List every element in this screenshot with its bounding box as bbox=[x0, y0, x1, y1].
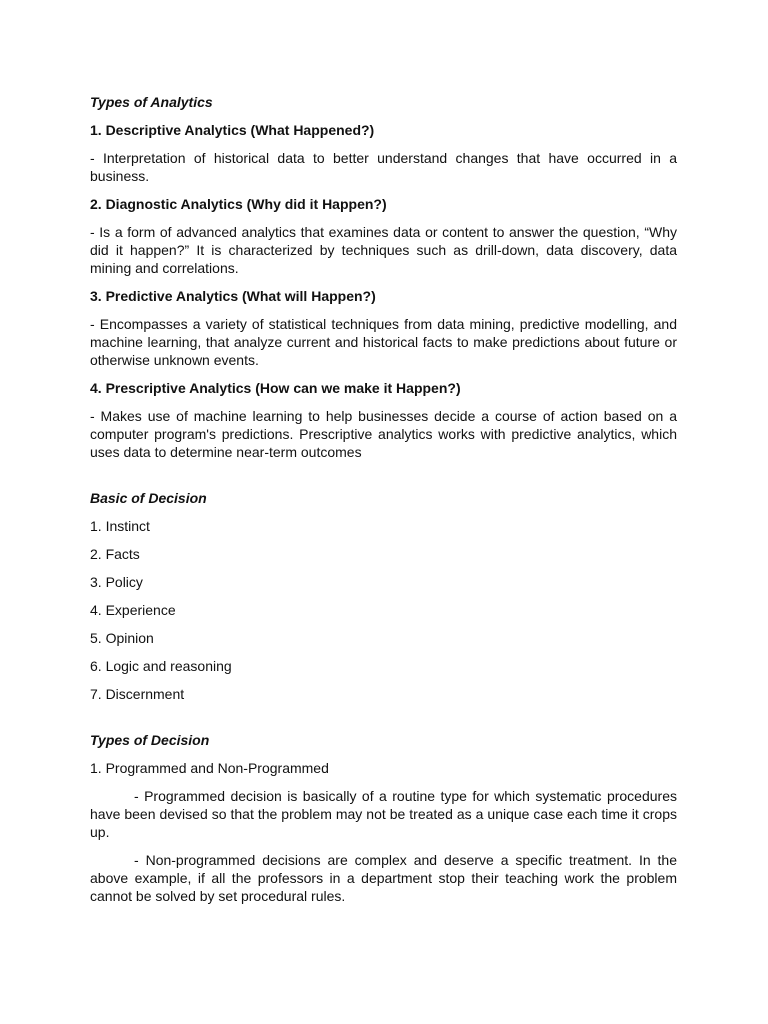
list-item: 6. Logic and reasoning bbox=[90, 658, 232, 674]
list-item: 5. Opinion bbox=[90, 630, 154, 646]
list-item: 1. Instinct bbox=[90, 518, 150, 534]
analytics-text-descriptive: - Interpretation of historical data to better understand changes that have occurred in a business. bbox=[90, 150, 677, 184]
section-title-analytics: Types of Analytics bbox=[90, 94, 213, 110]
decision-paragraph-non-programmed: - Non-programmed decisions are complex and deserve a specific treatment. In the above example, if all the professors in a department stop their teaching work the problem cannot be solved by set procedural rules. bbox=[90, 852, 677, 904]
section-title-decision-types: Types of Decision bbox=[90, 732, 210, 748]
analytics-heading-diagnostic: 2. Diagnostic Analytics (Why did it Happen?) bbox=[90, 196, 387, 212]
analytics-heading-descriptive: 1. Descriptive Analytics (What Happened?) bbox=[90, 122, 375, 138]
analytics-heading-prescriptive: 4. Prescriptive Analytics (How can we make it Happen?) bbox=[90, 380, 461, 396]
section-title-decision-basis: Basic of Decision bbox=[90, 490, 207, 506]
analytics-text-predictive: - Encompasses a variety of statistical techniques from data mining, predictive modelling, and machine learning, that analyze current and historical facts to make predictions about future or otherwise unknown events. bbox=[90, 316, 677, 368]
list-item: 4. Experience bbox=[90, 602, 176, 618]
list-item: 7. Discernment bbox=[90, 686, 185, 702]
analytics-text-diagnostic: - Is a form of advanced analytics that examines data or content to answer the question, “Why did it happen?” It is characterized by techniques such as drill-down, data discovery, data mining and correlations. bbox=[90, 224, 677, 276]
list-item: 2. Facts bbox=[90, 546, 140, 562]
analytics-heading-predictive: 3. Predictive Analytics (What will Happen?) bbox=[90, 288, 376, 304]
document-body bbox=[90, 93, 677, 905]
analytics-text-prescriptive: - Makes use of machine learning to help businesses decide a course of action based on a computer program's predictions. Prescriptive analytics works with predictive analytics, which uses data to determine near-term outcomes bbox=[90, 408, 677, 460]
decision-type-heading: 1. Programmed and Non-Programmed bbox=[90, 760, 329, 776]
decision-paragraph-programmed: - Programmed decision is basically of a routine type for which systematic procedures have been devised so that the problem may not be treated as a unique case each time it crops up. bbox=[90, 788, 677, 840]
list-item: 3. Policy bbox=[90, 574, 143, 590]
